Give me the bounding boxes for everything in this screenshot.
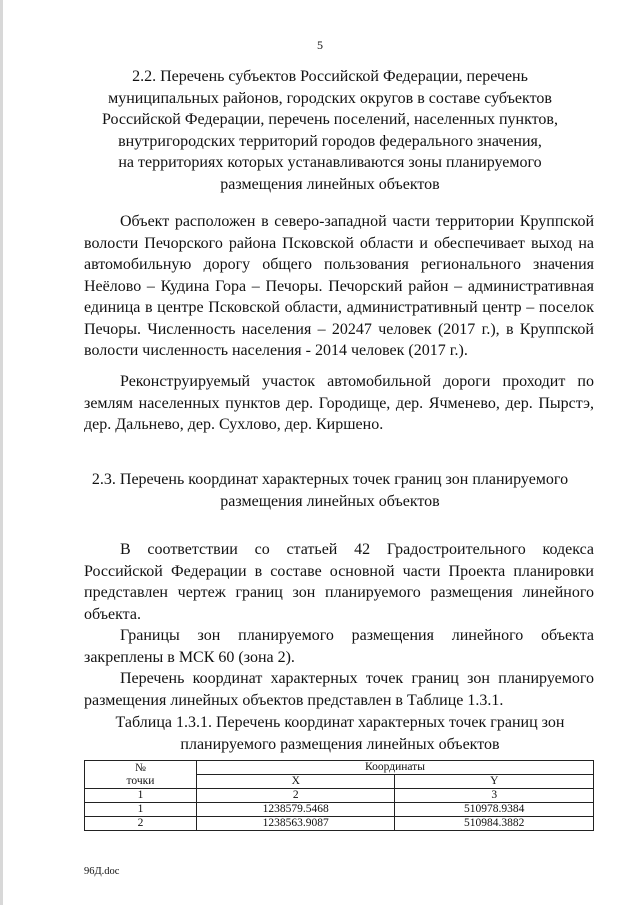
- footer-filename: 96Д.doc: [84, 866, 120, 877]
- table-cell: 2: [196, 789, 395, 803]
- title-line: на территориях которых устанавливаются зоны планируемого: [118, 154, 542, 171]
- header-point-symbol: №: [134, 761, 146, 774]
- header-point-word: точки: [126, 774, 155, 787]
- title-line: муниципальных районов, городских округов в составе субъектов: [108, 89, 552, 107]
- table-caption: [60, 712, 620, 755]
- table-cell: 510984.3882: [395, 817, 594, 831]
- coordinates-table: [84, 760, 594, 831]
- title-line: размещения линейных объектов: [220, 175, 440, 193]
- header-x: X: [196, 775, 395, 789]
- table-header-row: [85, 761, 594, 775]
- title-line: 2.2. Перечень субъектов Российской Федерации, перечень: [132, 68, 528, 85]
- table-cell: 3: [395, 789, 594, 803]
- table-row: [85, 789, 594, 803]
- table-cell: 1: [85, 803, 197, 817]
- title-line: Российской Федерации, перечень поселений, населенных пунктов,: [102, 111, 558, 128]
- header-y: Y: [395, 775, 594, 789]
- caption-line: Таблица 1.3.1. Перечень координат характерных точек границ зон: [115, 714, 565, 731]
- table-cell: 1238579.5468: [196, 803, 395, 817]
- table-cell: 510978.9384: [395, 803, 594, 817]
- paragraph-article-42: В соответствии со статьей 42 Градостроительного кодекса Российской Федерации в составе основной части Проекта планировки представлен чертеж границ зон планируемого размещения линейного объекта.: [84, 541, 594, 623]
- title-line: размещения линейных объектов: [220, 492, 440, 510]
- paragraph-msk60: Границы зон планируемого размещения линейного объекта закреплены в МСК 60 (зона 2).: [84, 627, 594, 666]
- page-edge: [0, 0, 3, 905]
- title-line: внутригородских территорий городов федерального значения,: [118, 132, 542, 150]
- table-cell: 1238563.9087: [196, 817, 395, 831]
- header-coordinates: Координаты: [196, 761, 593, 775]
- section-2-3-title: [60, 469, 600, 512]
- header-point-number: [85, 761, 197, 789]
- table-row: [85, 817, 594, 831]
- page-number: 5: [317, 38, 323, 52]
- paragraph-road-section: Реконструируемый участок автомобильной дороги проходит по землям населенных пунктов дер. Городище, дер. Ячменево, дер. Пырстэ, дер. Дальнево, дер. Сухлово, дер. Киршено.: [84, 373, 594, 433]
- table-cell: 2: [85, 817, 197, 831]
- paragraph-table-reference: Перечень координат характерных точек границ зон планируемого размещения линейных объектов представлен в Таблице 1.3.1.: [84, 670, 594, 709]
- table-row: [85, 803, 594, 817]
- caption-line: планируемого размещения линейных объектов: [180, 735, 500, 753]
- section-2-2-title: [60, 66, 600, 195]
- title-line: 2.3. Перечень координат характерных точек границ зон планируемого: [91, 471, 569, 488]
- table-cell: 1: [85, 789, 197, 803]
- paragraph-location: Объект расположен в северо-западной части территории Круппской волости Печорского района Псковской области и обеспечивает выход на автомобильную дорогу общего пользования регионального значения Неёлово – Кудина Гора – Печоры. Печорский район – административная единица в центре Псковской области, административный центр – поселок Печоры. Численность населения – 20247 человек (2017 г.), в Круппской волости численность населения - 2014 человек (2017 г.).: [84, 213, 594, 359]
